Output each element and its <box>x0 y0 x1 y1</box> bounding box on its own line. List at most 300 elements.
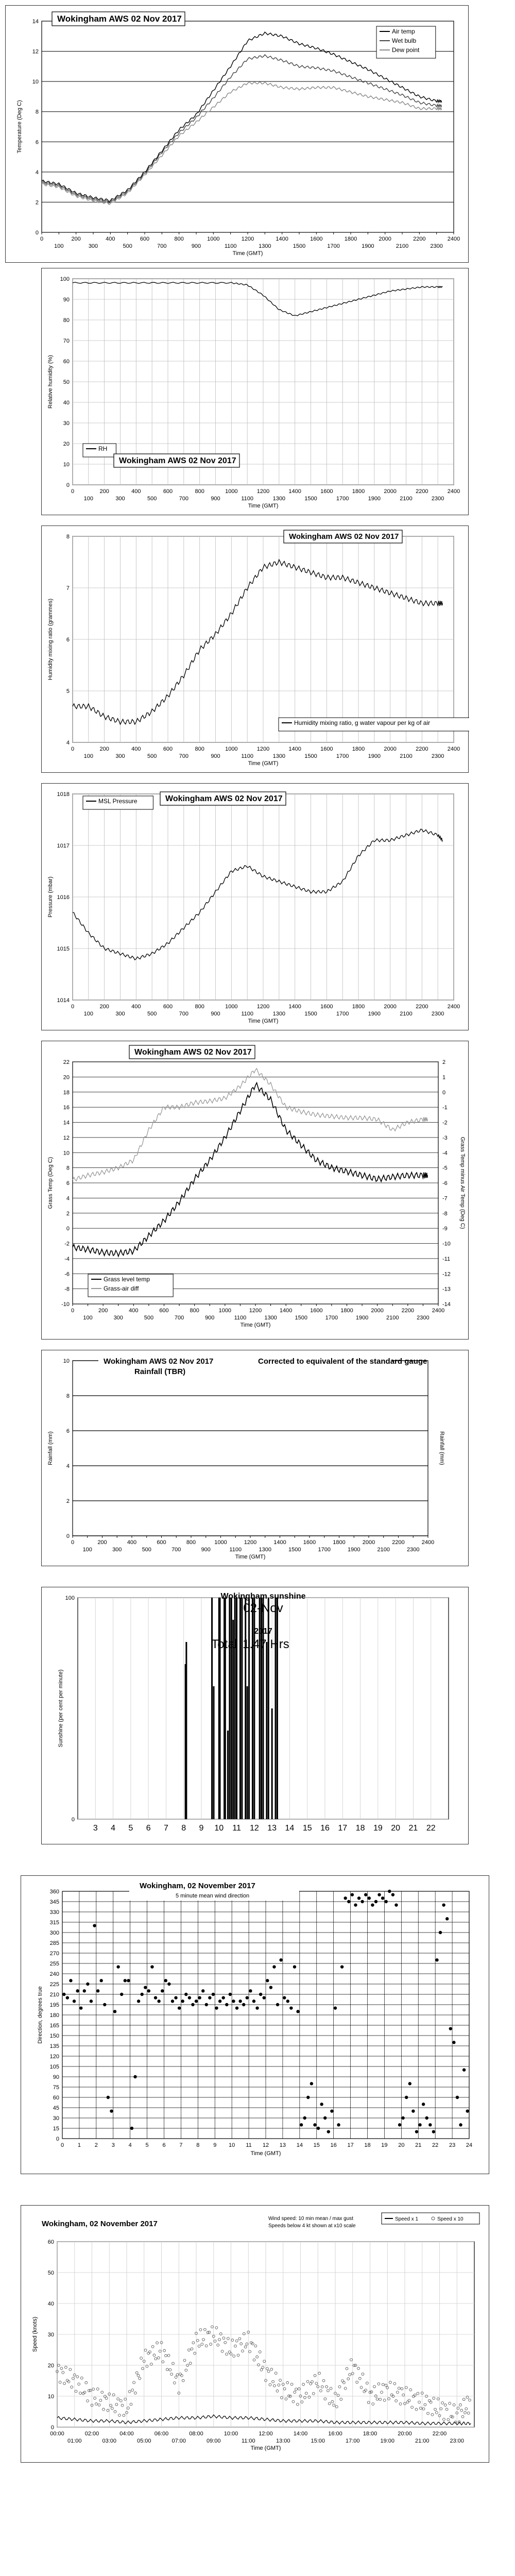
direction-point <box>449 2027 452 2030</box>
direction-point <box>205 2003 208 2006</box>
x-tick-label: 07:00 <box>171 2438 186 2444</box>
humidity-chart <box>42 268 469 516</box>
y-tick-label: 30 <box>47 2332 54 2338</box>
x-tick-label: 600 <box>140 236 150 242</box>
x-tick-label: 2400 <box>447 1004 460 1010</box>
x-tick-label: 13 <box>279 2142 286 2148</box>
direction-point <box>171 1999 174 2003</box>
direction-point <box>388 1890 391 1893</box>
x-tick-label: 3 <box>111 2142 115 2148</box>
temperature-chart <box>6 6 469 263</box>
direction-point <box>107 2096 110 2099</box>
direction-point <box>354 1903 357 1906</box>
direction-point <box>229 1993 232 1996</box>
x-tick-label: 1400 <box>279 1308 293 1314</box>
direction-point <box>405 2096 408 2099</box>
y-tick-label: 1016 <box>57 894 70 901</box>
x-tick-label: 2400 <box>421 1539 435 1546</box>
y-tick-label: 0 <box>56 2136 59 2142</box>
x-tick-label: 800 <box>190 1308 199 1314</box>
sunshine-bar <box>236 1598 237 1819</box>
x-tick-label: 400 <box>131 1004 141 1010</box>
x-tick-label: 15 <box>302 1824 312 1833</box>
direction-point <box>255 2006 259 2009</box>
direction-point <box>317 2127 320 2130</box>
x-tick-label: 1200 <box>249 1308 262 1314</box>
direction-point <box>283 1996 286 1999</box>
direction-point <box>466 2109 469 2112</box>
direction-point <box>100 1979 103 1982</box>
y-tick-label: 135 <box>49 2043 59 2049</box>
y-tick-label: 30 <box>53 2115 59 2122</box>
x-tick-label: 14 <box>296 2142 303 2148</box>
x-tick-label: 1400 <box>288 746 301 752</box>
x-tick-label: 18 <box>355 1824 365 1833</box>
y-tick-label: 6 <box>35 139 39 146</box>
y-tick-label: 12 <box>32 48 39 55</box>
x-tick-label: 2300 <box>407 1547 420 1553</box>
direction-point <box>246 1996 249 1999</box>
sunshine-bar <box>241 1598 243 1819</box>
x-tick-label: 13 <box>267 1824 277 1833</box>
x-tick-label: 4 <box>128 2142 132 2148</box>
x-tick-label: 1100 <box>229 1547 242 1553</box>
x-tick-label: 2200 <box>392 1539 405 1546</box>
y-axis-label: Temperature (Deg C) <box>16 100 23 154</box>
pressure-chart <box>42 784 469 1031</box>
chart-subtitle: 5 minute mean wind direction <box>176 1893 250 1899</box>
x-tick-label: 2200 <box>401 1308 415 1314</box>
y-tick-label: 15 <box>53 2126 59 2132</box>
y-right-tick-label: -5 <box>442 1165 448 1172</box>
y-tick-label: 6 <box>66 1180 70 1187</box>
x-tick-label: 01:00 <box>67 2438 82 2444</box>
direction-point <box>184 1993 187 1996</box>
sunshine-bar <box>211 1598 213 1819</box>
y-tick-label: 2 <box>35 199 39 206</box>
x-tick-label: 22:00 <box>432 2431 447 2437</box>
y-right-tick-label: -11 <box>442 1256 451 1262</box>
y-tick-label: 40 <box>63 400 70 406</box>
direction-point <box>178 2006 181 2009</box>
x-tick-label: 12:00 <box>259 2431 273 2437</box>
x-tick-label: 2 <box>94 2142 98 2148</box>
x-tick-label: 700 <box>179 1011 189 1017</box>
direction-point <box>303 2116 306 2120</box>
direction-point <box>120 1993 123 1996</box>
direction-point <box>340 1965 344 1968</box>
y-right-tick-label: -9 <box>442 1226 448 1232</box>
x-tick-label: 08:00 <box>189 2431 203 2437</box>
x-tick-label: 1900 <box>368 753 381 759</box>
direction-point <box>272 1965 276 1968</box>
y-right-tick-label: -10 <box>442 1241 451 1247</box>
x-tick-label: 8 <box>181 1824 186 1833</box>
x-tick-label: 2100 <box>396 243 409 249</box>
x-tick-label: 1600 <box>320 1004 333 1010</box>
direction-point <box>232 1999 235 2003</box>
x-tick-label: 600 <box>163 488 173 495</box>
direction-point <box>313 2123 316 2126</box>
direction-point <box>334 2006 337 2009</box>
x-tick-label: 1500 <box>293 243 306 249</box>
y-tick-label: 210 <box>49 1992 59 1998</box>
x-tick-label: 300 <box>115 1011 125 1017</box>
y-right-tick-label: -1 <box>442 1105 448 1111</box>
x-tick-label: 10 <box>229 2142 235 2148</box>
y-tick-label: 195 <box>49 2002 59 2008</box>
direction-point <box>330 2109 333 2112</box>
y-tick-label: 75 <box>53 2084 59 2091</box>
y-tick-label: 300 <box>49 1930 59 1936</box>
x-tick-label: 1900 <box>355 1315 369 1321</box>
y-tick-label: 8 <box>66 1165 70 1172</box>
x-tick-label: 5 <box>128 1824 133 1833</box>
y-tick-label: 1014 <box>57 997 70 1004</box>
sunshine-chart <box>42 1587 469 1845</box>
y-tick-label: 60 <box>63 359 70 365</box>
x-tick-label: 03:00 <box>102 2438 117 2444</box>
x-tick-label: 20 <box>398 2142 405 2148</box>
x-tick-label: 500 <box>123 243 132 249</box>
x-tick-label: 19 <box>373 1824 383 1833</box>
sunshine-bar <box>245 1598 246 1819</box>
direction-point <box>113 2010 116 2013</box>
x-tick-label: 700 <box>157 243 167 249</box>
x-tick-label: 200 <box>99 1004 109 1010</box>
direction-point <box>144 1986 147 1989</box>
x-tick-label: 300 <box>113 1315 123 1321</box>
rainfall-chart <box>42 1350 469 1567</box>
x-tick-label: 1800 <box>340 1308 353 1314</box>
x-tick-label: 1000 <box>225 488 238 495</box>
x-tick-label: 2200 <box>416 746 428 752</box>
x-tick-label: 800 <box>195 746 204 752</box>
y-right-tick-label: -6 <box>442 1180 448 1187</box>
x-tick-label: 900 <box>211 1011 220 1017</box>
x-tick-label: 0 <box>71 1539 75 1546</box>
y-tick-label: 1018 <box>57 791 70 798</box>
direction-point <box>124 1979 127 1982</box>
y-tick-label: 100 <box>65 1595 75 1601</box>
x-tick-label: 1900 <box>368 496 381 502</box>
y-tick-label: 20 <box>63 441 70 447</box>
x-tick-label: 1900 <box>348 1547 360 1553</box>
x-tick-label: 600 <box>159 1308 169 1314</box>
y-tick-label: 20 <box>47 2363 54 2369</box>
x-tick-label: 6 <box>146 1824 151 1833</box>
direction-point <box>161 1989 164 1992</box>
x-tick-label: 1700 <box>336 496 349 502</box>
x-tick-label: 1400 <box>276 236 288 242</box>
x-tick-label: 1300 <box>259 1547 271 1553</box>
x-tick-label: 100 <box>83 496 94 502</box>
x-tick-label: 1200 <box>244 1539 257 1546</box>
direction-point <box>357 1896 360 1900</box>
x-tick-label: 06:00 <box>154 2431 169 2437</box>
x-tick-label: 1100 <box>241 1011 253 1017</box>
x-tick-label: 1000 <box>214 1539 227 1546</box>
wind-speed-chart-panel <box>21 2205 489 2463</box>
y-tick-label: -8 <box>64 1286 70 1293</box>
x-tick-label: 1700 <box>325 1315 338 1321</box>
direction-point <box>415 2130 418 2133</box>
x-tick-label: 6 <box>162 2142 166 2148</box>
x-tick-label: 1400 <box>288 488 301 495</box>
y-axis-label: Rainfall (mm) <box>47 1431 54 1465</box>
y-tick-label: 40 <box>47 2301 54 2307</box>
direction-point <box>368 1896 371 1900</box>
x-tick-label: 19:00 <box>380 2438 395 2444</box>
direction-point <box>432 2130 435 2133</box>
legend-label: Humidity mixing ratio, g water vapour per kg of air <box>294 719 431 726</box>
x-tick-label: 1100 <box>241 496 253 502</box>
direction-point <box>337 2123 340 2126</box>
x-tick-label: 2000 <box>384 746 397 752</box>
y-tick-label: 50 <box>47 2270 54 2276</box>
direction-point <box>276 2003 279 2006</box>
direction-point <box>374 1900 377 1903</box>
direction-point <box>398 2123 401 2126</box>
y-axis-label: Pressure (mbar) <box>47 876 54 918</box>
x-tick-label: 13:00 <box>276 2438 290 2444</box>
y-tick-label: 1015 <box>57 946 70 952</box>
y-tick-label: 360 <box>49 1889 59 1895</box>
x-tick-label: 700 <box>174 1315 184 1321</box>
x-tick-label: 1500 <box>304 496 317 502</box>
x-tick-label: 21 <box>415 2142 422 2148</box>
y-tick-label: 70 <box>63 338 70 344</box>
y-axis-label: Grass Temp (Deg C) <box>47 1157 54 1209</box>
y-tick-label: 14 <box>32 19 39 25</box>
x-tick-label: 23:00 <box>450 2438 465 2444</box>
y-right-axis-label: Rainfall (mm) <box>439 1431 445 1465</box>
x-tick-label: 700 <box>179 496 189 502</box>
x-tick-label: 700 <box>179 753 189 759</box>
x-axis-label: Time (GMT) <box>250 2150 281 2157</box>
y-tick-label: 0 <box>66 482 70 488</box>
x-tick-label: 0 <box>71 1308 75 1314</box>
direction-point <box>208 1996 211 1999</box>
chart-title: Wokingham AWS 02 Nov 2017 <box>134 1048 252 1057</box>
x-tick-label: 9 <box>213 2142 217 2148</box>
x-tick-label: 100 <box>54 243 64 249</box>
direction-point <box>150 1965 153 1968</box>
x-tick-label: 2100 <box>377 1547 390 1553</box>
x-tick-label: 1400 <box>288 1004 301 1010</box>
rainfall-chart-panel <box>41 1350 469 1566</box>
x-tick-label: 7 <box>163 1824 168 1833</box>
y-tick-label: 0 <box>71 1817 75 1823</box>
plot-area <box>73 1361 428 1536</box>
direction-point <box>391 1893 394 1896</box>
y-tick-label: 90 <box>53 2074 59 2080</box>
direction-point <box>141 1993 144 1996</box>
sunshine-bar <box>219 1598 221 1819</box>
chart-note: Speeds below 4 kt shown at x10 scale <box>268 2223 356 2229</box>
y-tick-label: 6 <box>66 637 70 643</box>
direction-point <box>266 1979 269 1982</box>
x-tick-label: 400 <box>131 746 141 752</box>
x-tick-label: 200 <box>98 1308 108 1314</box>
humidity-chart-panel <box>41 268 469 515</box>
x-tick-label: 2400 <box>432 1308 445 1314</box>
direction-point <box>83 1989 86 1992</box>
y-tick-label: 315 <box>49 1920 59 1926</box>
y-right-tick-label: -8 <box>442 1210 448 1217</box>
y-right-tick-label: -13 <box>442 1286 451 1293</box>
x-tick-label: 18:00 <box>363 2431 377 2437</box>
chart-subtitle: Rainfall (TBR) <box>134 1367 186 1376</box>
x-tick-label: 14:00 <box>293 2431 308 2437</box>
x-tick-label: 200 <box>99 488 109 495</box>
sunshine-bar <box>185 1642 187 1819</box>
x-tick-label: 11 <box>246 2142 252 2148</box>
sunshine-bar <box>231 1598 232 1819</box>
chart-title: Wokingham AWS 02 Nov 2017 <box>289 532 399 541</box>
legend-label: Wet bulb <box>392 37 417 44</box>
y-tick-label: 8 <box>66 1393 70 1399</box>
sunshine-bar <box>213 1686 215 1819</box>
x-tick-label: 12 <box>262 2142 269 2148</box>
direction-point <box>130 2127 133 2130</box>
x-tick-label: 17:00 <box>345 2438 360 2444</box>
x-tick-label: 0 <box>71 746 75 752</box>
x-tick-label: 800 <box>195 488 204 495</box>
y-right-tick-label: 1 <box>442 1074 446 1081</box>
legend-label: RH <box>98 445 108 452</box>
y-tick-label: 150 <box>49 2033 59 2039</box>
x-tick-label: 500 <box>147 753 157 759</box>
direction-point <box>249 1989 252 1992</box>
x-axis-label: Time (GMT) <box>248 1018 279 1024</box>
y-axis-label: Humidity mixing ratio (grammes) <box>47 598 54 681</box>
x-tick-label: 1 <box>77 2142 81 2148</box>
y-tick-label: 4 <box>66 1463 70 1469</box>
direction-point <box>69 1979 72 1982</box>
direction-point <box>252 1999 255 2003</box>
direction-point <box>164 1979 167 1982</box>
x-tick-label: 1800 <box>352 1004 365 1010</box>
x-tick-label: 02:00 <box>84 2431 99 2437</box>
x-tick-label: 4 <box>111 1824 116 1833</box>
x-tick-label: 16 <box>320 1824 330 1833</box>
temperature-chart-panel <box>5 5 469 263</box>
x-tick-label: 21 <box>408 1824 418 1833</box>
direction-point <box>66 1996 69 1999</box>
direction-point <box>418 2123 421 2126</box>
x-axis-label: Time (GMT) <box>235 1554 266 1560</box>
direction-point <box>371 1903 374 1906</box>
direction-point <box>127 1979 130 1982</box>
direction-point <box>310 2082 313 2085</box>
y-tick-label: 165 <box>49 2023 59 2029</box>
direction-point <box>456 2096 459 2099</box>
x-tick-label: 900 <box>191 243 201 249</box>
direction-point <box>110 2109 113 2112</box>
x-tick-label: 2200 <box>413 236 426 242</box>
x-tick-label: 500 <box>147 496 157 502</box>
x-tick-label: 17 <box>347 2142 354 2148</box>
x-tick-label: 100 <box>83 753 94 759</box>
total-label: Total <box>211 1637 237 1651</box>
direction-point <box>201 1989 204 1992</box>
y-tick-label: 4 <box>66 740 70 746</box>
direction-point <box>198 1996 201 1999</box>
direction-point <box>394 1903 398 1906</box>
y-tick-label: 0 <box>66 1226 70 1232</box>
x-tick-label: 1700 <box>318 1547 331 1553</box>
direction-point <box>222 1996 225 1999</box>
date-label: 02-Nov <box>243 1601 283 1615</box>
x-tick-label: 100 <box>82 1547 92 1553</box>
x-tick-label: 10 <box>214 1824 224 1833</box>
y-tick-label: 10 <box>32 79 39 86</box>
x-tick-label: 2000 <box>362 1539 375 1546</box>
x-tick-label: 7 <box>179 2142 183 2148</box>
y-tick-label: 5 <box>66 688 70 694</box>
direction-point <box>347 1900 350 1903</box>
direction-point <box>462 2068 466 2071</box>
direction-point <box>323 2116 327 2120</box>
x-tick-label: 900 <box>211 753 220 759</box>
x-tick-label: 600 <box>163 1004 173 1010</box>
x-tick-label: 1400 <box>273 1539 286 1546</box>
y-tick-label: 6 <box>66 1428 70 1434</box>
x-tick-label: 1800 <box>333 1539 346 1546</box>
x-tick-label: 900 <box>201 1547 211 1553</box>
x-tick-label: 8 <box>196 2142 200 2148</box>
direction-point <box>364 1893 367 1896</box>
x-tick-label: 300 <box>115 753 125 759</box>
y-tick-label: 2 <box>66 1210 70 1217</box>
direction-point <box>157 1999 160 2003</box>
chart-note: Corrected to equivalent of the standard gauge <box>258 1357 427 1366</box>
direction-point <box>90 1999 93 2003</box>
x-tick-label: 23 <box>449 2142 456 2148</box>
wind-speed-chart <box>21 2206 490 2463</box>
x-tick-label: 1300 <box>272 1011 286 1017</box>
x-tick-label: 1200 <box>256 746 270 752</box>
legend-label: Speed x 1 <box>395 2216 419 2222</box>
x-tick-label: 2200 <box>416 488 428 495</box>
x-tick-label: 2300 <box>430 243 443 249</box>
x-tick-label: 1700 <box>336 753 349 759</box>
sunshine-bar <box>227 1731 229 1819</box>
pressure-chart-panel <box>41 783 469 1030</box>
x-tick-label: 1500 <box>304 1011 317 1017</box>
y-tick-label: 45 <box>53 2105 59 2111</box>
x-tick-label: 16:00 <box>328 2431 342 2437</box>
x-tick-label: 2100 <box>386 1315 399 1321</box>
y-tick-label: 0 <box>35 230 39 236</box>
x-tick-label: 500 <box>144 1315 154 1321</box>
sunshine-bar <box>225 1598 226 1819</box>
x-tick-label: 0 <box>60 2142 64 2148</box>
x-tick-label: 1100 <box>241 753 253 759</box>
y-axis-label: Sunshine (per cent per minute) <box>58 1669 64 1748</box>
x-axis-label: Time (GMT) <box>248 760 279 767</box>
x-tick-label: 24 <box>466 2142 473 2148</box>
direction-point <box>181 1999 184 2003</box>
x-tick-label: 100 <box>83 1315 93 1321</box>
direction-point <box>425 2116 428 2120</box>
x-tick-label: 2100 <box>400 1011 413 1017</box>
x-tick-label: 16 <box>330 2142 337 2148</box>
y-tick-label: 180 <box>49 2012 59 2019</box>
direction-point <box>381 1896 384 1900</box>
direction-point <box>137 1999 140 2003</box>
